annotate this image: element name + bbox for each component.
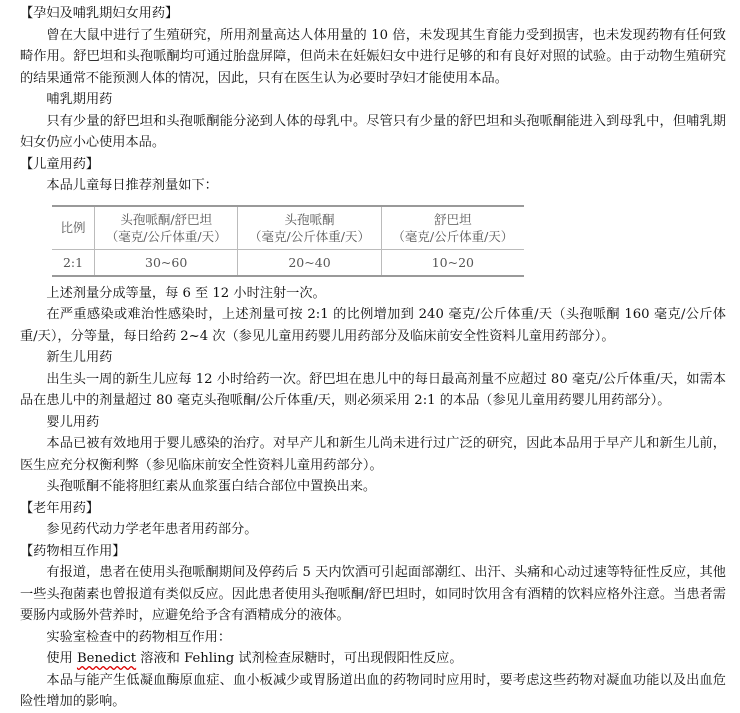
cell-sulbactam: 10~20 xyxy=(431,254,474,270)
dose-table xyxy=(52,205,524,277)
pregnancy-paragraph: 曾在大鼠中进行了生殖研究，所用剂量高达人体用量的 10 倍，未发现其生育能力受到损害，也未发现药物有任何致畸作用。舒巴坦和头孢哌酮均可通过胎盘屏障，但尚未在妊娠妇女中进行足够的和有良好对照的试验。由于动物生殖研究的结果通常不能预测人体的情况，因此，只有在医生认为必要时孕妇才能使用本品。 xyxy=(20,27,726,86)
severe-infection-text: 在严重感染或难治性感染时，上述剂量可按 2:1 的比例增加到 240 毫克/公斤体重/天（头孢哌酮 160 毫克/公斤体重/天），分等量，每日给药 2~4 次（参见儿童用药婴儿用药部分及临床前安全性资料儿童用药部分）。 xyxy=(20,307,726,344)
cell-combined: 30~60 xyxy=(95,249,238,276)
header-ratio: 比例 xyxy=(52,206,95,250)
lab-interaction-text: 使用 Benedict 溶液和 Fehling 试剂检查尿糖时，可出现假阳性反应。 xyxy=(46,651,463,666)
newborn-text: 出生头一周的新生儿应每 12 小时给药一次。舒巴坦在患儿中的每日最高剂量不应超过 80 毫克/公斤体重/天，如需本品在患儿中的剂量超过 80 毫克头孢哌酮/公斤体重/天，则必须采用 2:1 的本品（参见儿童用药婴儿用药部分）。 xyxy=(20,371,726,408)
dose-division-text: 上述剂量分成等量，每 6 至 12 小时注射一次。 xyxy=(46,285,326,301)
lab-interaction-title: 实验室检查中的药物相互作用： xyxy=(46,629,232,645)
heading-elderly: 【老年用药】 xyxy=(20,500,100,516)
header-cefoperazone: 头孢哌酮 （毫克/公斤体重/天） xyxy=(238,206,381,250)
lactation-paragraph: 只有少量的舒巴坦和头孢哌酮能分泌到人体的母乳中。尽管只有少量的舒巴坦和头孢哌酮能进入到母乳中，但哺乳期妇女仍应小心使用本品。 xyxy=(20,113,726,150)
dose-table-row xyxy=(52,249,524,276)
newborn-title: 新生儿用药 xyxy=(46,350,113,365)
benedict-term: Benedict xyxy=(76,651,137,666)
header-combined: 头孢哌酮/舒巴坦 （毫克/公斤体重/天） xyxy=(95,206,238,250)
header-sulbactam: 舒巴坦 （毫克/公斤体重/天） xyxy=(381,206,524,250)
pediatric-intro: 本品儿童每日推荐剂量如下： xyxy=(46,178,218,193)
alcohol-interaction-text: 有报道，患者在使用头孢哌酮期间及停药后 5 天内饮酒可引起面部潮红、出汗、头痛和心动过速等特征性反应，其他一些头孢菌素也曾报道有类似反应。因此患者使用头孢哌酮/舒巴坦时，如同时饮用含有酒精的饮料应格外注意。当患者需要肠内或肠外营养时，应避免给予含有酒精成分的液体。 xyxy=(20,565,726,623)
lactation-title: 哺乳期用药 xyxy=(46,92,113,107)
bilirubin-text: 头孢哌酮不能将胆红素从血浆蛋白结合部位中置换出来。 xyxy=(46,479,377,494)
heading-interactions: 【药物相互作用】 xyxy=(20,543,126,559)
heading-pregnancy: 【孕妇及哺乳期妇女用药】 xyxy=(20,6,179,21)
elderly-text: 参见药代动力学老年患者用药部分。 xyxy=(46,522,258,537)
infant-title: 婴儿用药 xyxy=(46,414,100,430)
heading-pediatric: 【儿童用药】 xyxy=(20,156,100,172)
dose-table-header-row xyxy=(52,206,524,250)
fehling-term: Fehling xyxy=(184,651,235,666)
cell-cefoperazone: 20~40 xyxy=(238,249,381,276)
dose-table-wrapper xyxy=(52,205,726,277)
bleeding-risk-text: 本品与能产生低凝血酶原血症、血小板减少或胃肠道出血的药物同时应用时，要考虑这些药物对凝血功能以及出血危险性增加的影响。 xyxy=(20,672,726,709)
cell-ratio: 2:1 xyxy=(52,249,95,276)
infant-text: 本品已被有效地用于婴儿感染的治疗。对早产儿和新生儿尚未进行过广泛的研究，因此本品用于早产儿和新生儿前，医生应充分权衡利弊（参见临床前安全性资料儿童用药部分）。 xyxy=(20,436,726,473)
